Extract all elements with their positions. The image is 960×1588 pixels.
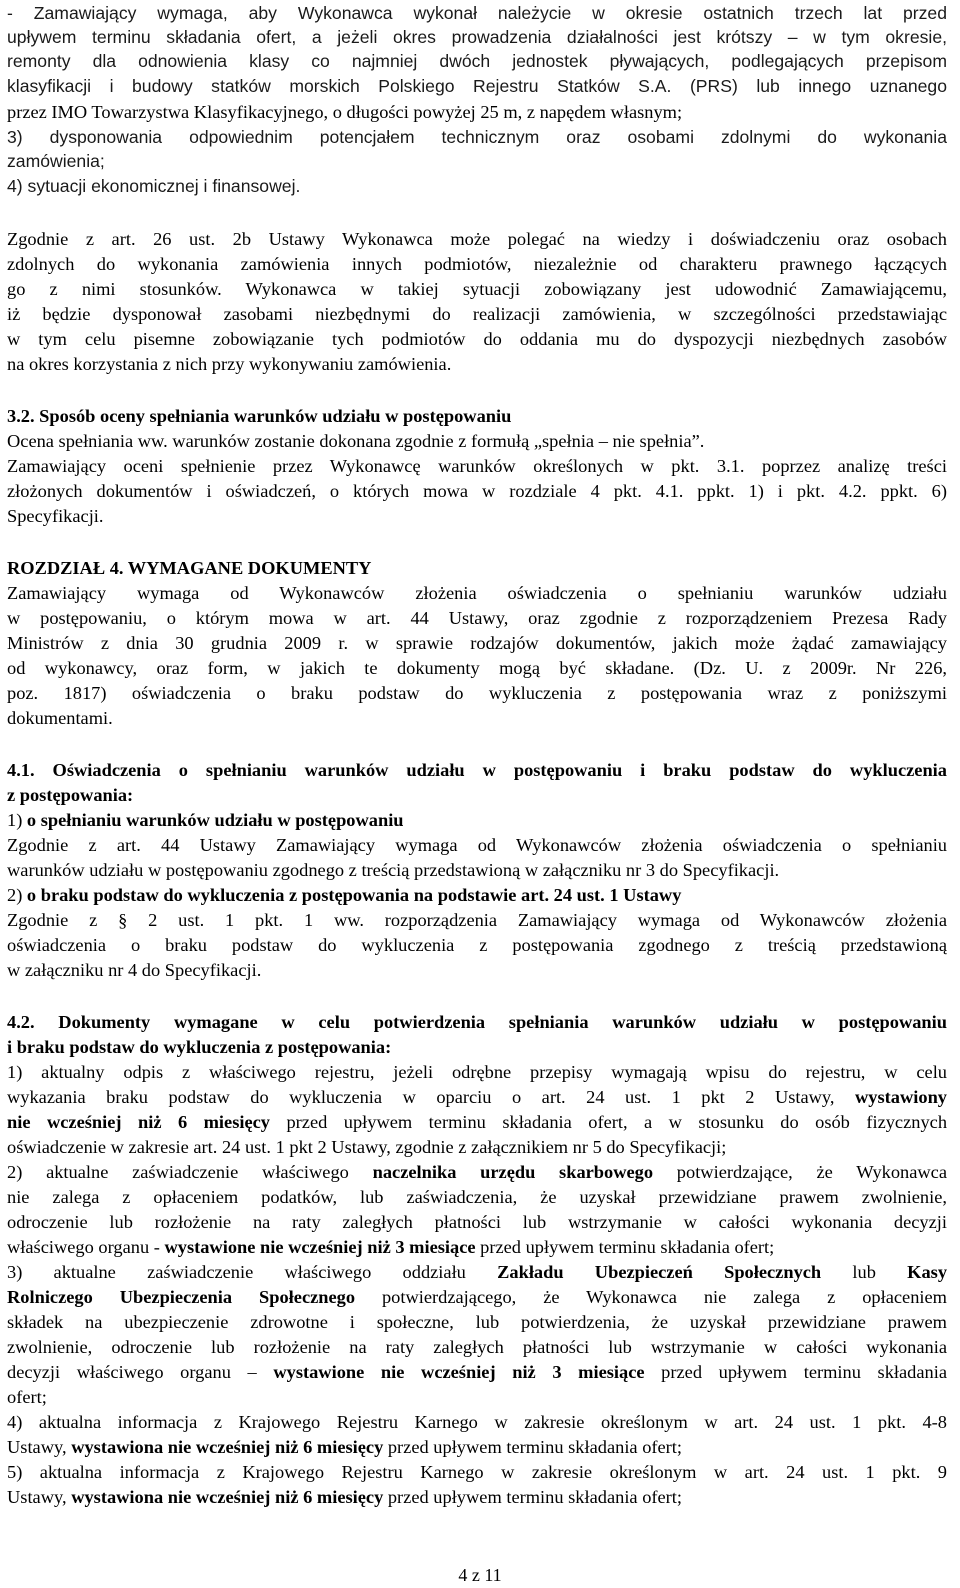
text-line: 3) dysponowania odpowiednim potencjałem technicznym oraz osobami zdolnymi do wykonania: [7, 127, 947, 147]
text-line: Ocena spełniania ww. warunków zostanie dokonana zgodnie z formułą „spełnia – nie spełnia”.: [7, 431, 705, 451]
section-heading: 4.2. Dokumenty wymagane w celu potwierdzenia spełniania warunków udziału w postępowaniu: [7, 1012, 947, 1032]
list-item: Ustawy, wystawiona nie wcześniej niż 6 miesięcy przed upływem terminu składania ofert;: [7, 1437, 683, 1457]
list-item: 3) aktualne zaświadczenie właściwego oddziału Zakładu Ubezpieczeń Społecznych lub Kasy: [7, 1262, 947, 1282]
list-item: nie wcześniej niż 6 miesięcy przed upływem terminu składania ofert, a w stosunku do osób fizycznych: [7, 1112, 947, 1132]
text-line: iż będzie dysponował zasobami niezbędnymi do realizacji zamówienia, w szczególności przedstawiając: [7, 304, 947, 324]
text-line: remonty dla odnowienia klasy co najmniej dwóch jednostek pływających, podlegających przepisom: [7, 51, 947, 71]
text-line: go z nimi stosunków. Wykonawca w takiej sytuacji zobowiązany jest udowodnić Zamawiającemu,: [7, 279, 947, 299]
list-item: nie zalega z opłaceniem podatków, lub zaświadczenia, że uzyskał przewidziane prawem zwolnienie,: [7, 1187, 947, 1207]
text-line: w załączniku nr 4 do Specyfikacji.: [7, 960, 262, 980]
text-line: Zamawiający wymaga od Wykonawców złożenia oświadczenia o spełnianiu warunków udziału: [7, 583, 947, 603]
section-heading: i braku podstaw do wykluczenia z postępowania:: [7, 1037, 392, 1057]
list-item: odroczenie lub rozłożenie na raty zaległych płatności lub wstrzymanie w całości wykonania decyzji: [7, 1212, 947, 1232]
text-line: 4) sytuacji ekonomicznej i finansowej.: [7, 176, 301, 196]
text-line: Ministrów z dnia 30 grudnia 2009 r. w sprawie rodzajów dokumentów, jakich może żądać zamawiający: [7, 633, 947, 653]
list-item: 2) aktualne zaświadczenie właściwego naczelnika urzędu skarbowego potwierdzające, że Wykonawca: [7, 1162, 947, 1182]
list-item: składek na ubezpieczenie zdrowotne i społeczne, lub potwierdzenia, że uzyskał przewidziane prawem: [7, 1312, 947, 1332]
page-number: 4 z 11: [458, 1565, 502, 1585]
text-line: złożonych dokumentów i oświadczeń, o których mowa w rozdziale 4 pkt. 4.1. ppkt. 1) i pkt. 4.2. ppkt. 6): [7, 481, 947, 501]
list-item: Ustawy, wystawiona nie wcześniej niż 6 miesięcy przed upływem terminu składania ofert;: [7, 1487, 683, 1507]
text-line: Specyfikacji.: [7, 506, 104, 526]
text-line: dokumentami.: [7, 708, 113, 728]
text-line: zdolnych do wykonania zamówienia innych podmiotów, niezależnie od charakteru prawnego łączących: [7, 254, 947, 274]
text-line: na okres korzystania z nich przy wykonywaniu zamówienia.: [7, 354, 452, 374]
text-line: od wykonawcy, oraz form, w jakich te dokumenty mogą być składane. (Dz. U. z 2009r. Nr 226,: [7, 658, 947, 678]
list-item: Rolniczego Ubezpieczenia Społecznego potwierdzającego, że Wykonawca nie zalega z opłaceniem: [7, 1287, 947, 1307]
text-line: warunków udziału w postępowaniu zgodnego z treścią przedstawioną w załączniku nr 3 do Specyfikacji.: [7, 860, 780, 880]
subsection-heading: 2) o braku podstaw do wykluczenia z postępowania na podstawie art. 24 ust. 1 Ustawy: [7, 885, 682, 905]
list-item: 1) aktualny odpis z właściwego rejestru, jeżeli odrębne przepisy wymagają wpisu do rejestru, w celu: [7, 1062, 947, 1082]
list-item: ofert;: [7, 1387, 47, 1407]
text-line: Zgodnie z art. 44 Ustawy Zamawiający wymaga od Wykonawców złożenia oświadczenia o spełnianiu: [7, 835, 947, 855]
section-heading: 3.2. Sposób oceny spełniania warunków udziału w postępowaniu: [7, 406, 512, 426]
text-line: Zamawiający oceni spełnienie przez Wykonawcę warunków określonych w pkt. 3.1. poprzez analizę treści: [7, 456, 947, 476]
text-line: poz. 1817) oświadczenia o braku podstaw do wykluczenia z postępowania wraz z poniższymi: [7, 683, 947, 703]
list-item: właściwego organu - wystawione nie wcześniej niż 3 miesiące przed upływem terminu składania ofert;: [7, 1237, 775, 1257]
list-item: zwolnienie, odroczenie lub rozłożenie na raty zaległych płatności lub wstrzymanie w całości wykonania: [7, 1337, 947, 1357]
text-line: - Zamawiający wymaga, aby Wykonawca wykonał należycie w okresie ostatnich trzech lat przed: [7, 3, 947, 23]
text-line: upływem terminu składania ofert, a jeżeli okres prowadzenia działalności jest krótszy – w tym okresie,: [7, 27, 947, 47]
list-item: 5) aktualna informacja z Krajowego Rejestru Karnego w zakresie określonym w art. 24 ust. 1 pkt. 9: [7, 1462, 947, 1482]
list-item: decyzji właściwego organu – wystawione nie wcześniej niż 3 miesiące przed upływem terminu składania: [7, 1362, 947, 1382]
text-line: w postępowaniu, o którym mowa w art. 44 Ustawy, oraz zgodnie z rozporządzeniem Prezesa Rady: [7, 608, 947, 628]
list-item: oświadczenie w zakresie art. 24 ust. 1 pkt 2 Ustawy, zgodnie z załącznikiem nr 5 do Specyfikacji;: [7, 1137, 727, 1157]
text-line: w tym celu pisemne zobowiązanie tych podmiotów do oddania mu do dyspozycji niezbędnych zasobów: [7, 329, 947, 349]
chapter-heading: ROZDZIAŁ 4. WYMAGANE DOKUMENTY: [7, 558, 372, 578]
list-item: 4) aktualna informacja z Krajowego Rejestru Karnego w zakresie określonym w art. 24 ust. 1 pkt. 4-8: [7, 1412, 947, 1432]
text-line: zamówienia;: [7, 151, 105, 171]
subsection-heading: 1) o spełnianiu warunków udziału w postępowaniu: [7, 810, 404, 830]
section-heading: z postępowania:: [7, 785, 134, 805]
text-line: Zgodnie z § 2 ust. 1 pkt. 1 ww. rozporządzenia Zamawiający wymaga od Wykonawców złożenia: [7, 910, 947, 930]
text-line: oświadczenia o braku podstaw do wykluczenia z postępowania zgodnego z treścią przedstawioną: [7, 935, 947, 955]
text-line: Zgodnie z art. 26 ust. 2b Ustawy Wykonawca może polegać na wiedzy i doświadczeniu oraz osobach: [7, 229, 947, 249]
list-item: wykazania braku podstaw do wykluczenia w oparciu o art. 24 ust. 1 pkt 2 Ustawy, wystawiony: [7, 1087, 947, 1107]
text-line: klasyfikacji i budowy statków morskich Polskiego Rejestru Statków S.A. (PRS) lub innego uznanego: [7, 76, 947, 96]
text-line: przez IMO Towarzystwa Klasyfikacyjnego, o długości powyżej 25 m, z napędem własnym;: [7, 102, 683, 122]
section-heading: 4.1. Oświadczenia o spełnianiu warunków udziału w postępowaniu i braku podstaw do wykluczenia: [7, 760, 947, 780]
